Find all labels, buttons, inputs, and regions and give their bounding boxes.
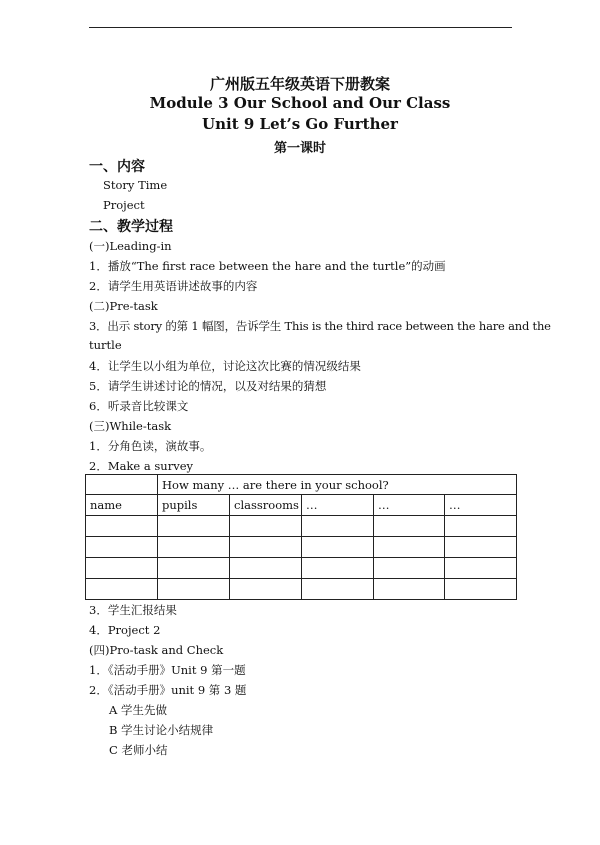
table-cell xyxy=(230,516,302,537)
step-line: 1．分角色读，演故事。 xyxy=(89,439,212,453)
table-cell xyxy=(86,475,158,495)
step-line: 2．请学生用英语讲述故事的内容 xyxy=(89,279,258,293)
table-cell xyxy=(445,558,517,579)
column-header: … xyxy=(302,495,374,516)
lesson-title: 第一课时 xyxy=(273,141,326,156)
step-line: 1．播放“The first race between the hare and the turtle”的动画 xyxy=(89,259,446,273)
table-cell xyxy=(230,579,302,600)
table-cell xyxy=(86,558,158,579)
unit-title: Unit 9 Let’s Go Further xyxy=(202,115,398,133)
table-cell xyxy=(374,516,445,537)
content-item: Story Time xyxy=(103,178,168,192)
table-cell xyxy=(302,516,374,537)
table-row xyxy=(86,475,517,495)
table-cell xyxy=(445,537,517,558)
step-line: 4．让学生以小组为单位，讨论这次比赛的情况级结果 xyxy=(89,359,361,373)
table-row xyxy=(86,537,517,558)
table-cell xyxy=(230,558,302,579)
table-row xyxy=(86,495,517,516)
column-header: … xyxy=(374,495,445,516)
step-line: 6．听录音比较课文 xyxy=(89,399,189,413)
table-cell xyxy=(445,579,517,600)
table-cell xyxy=(158,558,230,579)
survey-table xyxy=(85,474,517,600)
table-cell xyxy=(86,579,158,600)
table-cell xyxy=(374,537,445,558)
step-line: 5．请学生讲述讨论的情况，以及对结果的猜想 xyxy=(89,379,327,393)
column-header: pupils xyxy=(158,495,230,516)
table-cell xyxy=(302,537,374,558)
table-cell xyxy=(302,558,374,579)
sub-item: C 老师小结 xyxy=(109,743,168,757)
table-cell xyxy=(230,537,302,558)
top-rule xyxy=(89,27,512,28)
column-header: name xyxy=(86,495,158,516)
module-title: Module 3 Our School and Our Class xyxy=(149,94,451,112)
table-cell xyxy=(158,537,230,558)
survey-question: How many … are there in your school? xyxy=(158,475,517,495)
step-line: (四)Pro-task and Check xyxy=(89,643,224,657)
content-item: Project xyxy=(103,198,145,212)
table-cell xyxy=(374,558,445,579)
sub-item: A 学生先做 xyxy=(109,703,167,717)
step-line: 2．《活动手册》unit 9 第 3 题 xyxy=(89,683,247,697)
table-cell xyxy=(158,516,230,537)
step-line: (二)Pre-task xyxy=(89,299,158,313)
step-line: 1．《活动手册》Unit 9 第一题 xyxy=(89,663,246,677)
step-line: 3．学生汇报结果 xyxy=(89,603,177,617)
step-line: 4．Project 2 xyxy=(89,623,161,637)
step-line: (一)Leading-in xyxy=(89,239,172,253)
step-line: 3．出示 story 的第 1 幅图，告诉学生 This is the third race between the hare and the xyxy=(89,319,551,333)
section-content-heading: 一、内容 xyxy=(89,159,145,175)
column-header: classrooms xyxy=(230,495,302,516)
table-cell xyxy=(374,579,445,600)
table-cell xyxy=(158,579,230,600)
table-row xyxy=(86,516,517,537)
section-process-heading: 二、教学过程 xyxy=(89,219,173,235)
table-row xyxy=(86,558,517,579)
table-row xyxy=(86,579,517,600)
table-cell xyxy=(445,516,517,537)
table-cell xyxy=(86,516,158,537)
table-cell xyxy=(86,537,158,558)
table-cell xyxy=(302,579,374,600)
step-line: 2．Make a survey xyxy=(89,459,193,473)
step-line: turtle xyxy=(89,338,122,352)
column-header: … xyxy=(445,495,517,516)
document-title: 广州版五年级英语下册教案 xyxy=(209,75,390,93)
step-line: (三)While-task xyxy=(89,419,172,433)
sub-item: B 学生讨论小结规律 xyxy=(109,723,214,737)
